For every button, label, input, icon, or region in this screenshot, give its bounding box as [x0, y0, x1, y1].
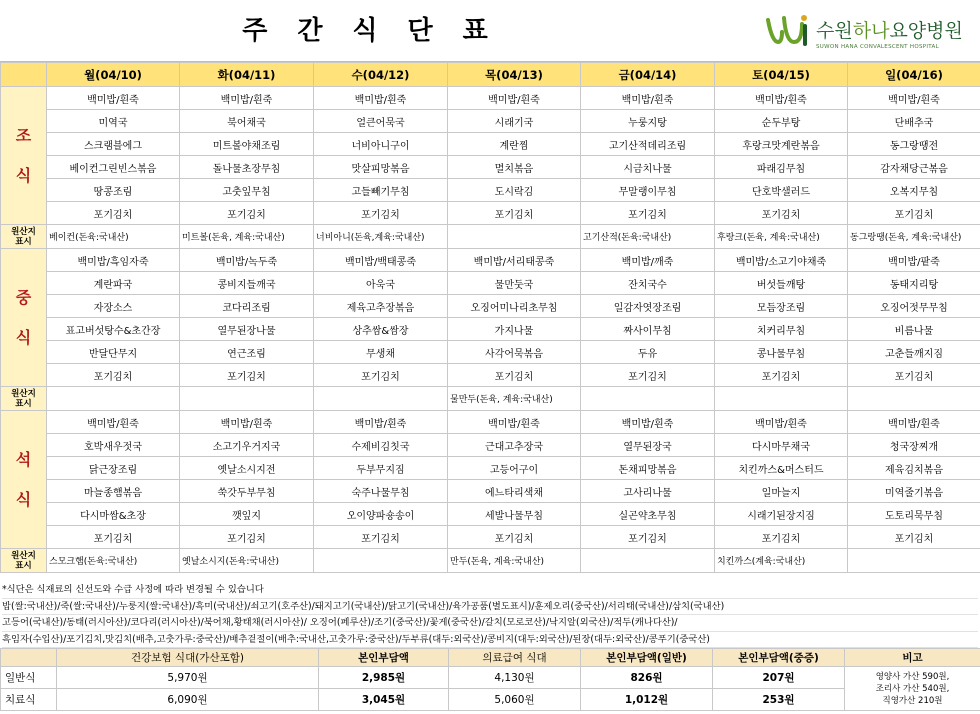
menu-item: 비름나물 — [848, 318, 980, 341]
menu-item: 오복지무침 — [848, 179, 980, 202]
menu-item: 오징어미나리초무침 — [448, 295, 581, 318]
origin-info: 만두(돈육, 계육:국내산) — [448, 549, 581, 573]
fee-value: 1,012원 — [581, 689, 713, 711]
menu-item: 백미밥/흰죽 — [448, 87, 581, 110]
menu-item: 버섯들깨탕 — [715, 272, 848, 295]
fee-header: 본인부담액(중증) — [713, 649, 845, 667]
menu-item: 순두부탕 — [715, 110, 848, 133]
menu-item: 미역줄기볶음 — [848, 480, 980, 503]
menu-item: 백미밥/흰죽 — [314, 411, 448, 434]
menu-item: 얼큰어묵국 — [314, 110, 448, 133]
menu-row — [1, 480, 980, 503]
menu-item: 아욱국 — [314, 272, 448, 295]
menu-row — [1, 133, 980, 156]
menu-item: 포기김치 — [848, 202, 980, 225]
menu-item: 근대고추장국 — [448, 434, 581, 457]
menu-row — [1, 249, 980, 272]
origin-info: 후랑크(돈육, 계육:국내산) — [715, 225, 848, 249]
menu-item: 백미밥/팥죽 — [848, 249, 980, 272]
dinner-label: 석 식 — [1, 411, 47, 549]
menu-item: 짜사이무침 — [581, 318, 715, 341]
fee-header: 본인부담액 — [319, 649, 449, 667]
menu-item: 도시락김 — [448, 179, 581, 202]
menu-item: 닭근장조림 — [47, 457, 180, 480]
day-header: 금(04/14) — [581, 63, 715, 87]
fee-value: 3,045원 — [319, 689, 449, 711]
fee-note: 영양사 가산 590원, 조리사 가산 540원, 직영가산 210원 — [845, 667, 980, 711]
menu-item: 포기김치 — [180, 526, 314, 549]
menu-item: 포기김치 — [715, 202, 848, 225]
menu-item: 다시마무채국 — [715, 434, 848, 457]
menu-item: 상추쌈&쌈장 — [314, 318, 448, 341]
fee-value: 826원 — [581, 667, 713, 689]
origin-info — [448, 225, 581, 249]
menu-item: 베이컨그린빈스볶음 — [47, 156, 180, 179]
menu-item: 시래기국 — [448, 110, 581, 133]
menu-item: 포기김치 — [448, 526, 581, 549]
menu-item: 미트볼야채조림 — [180, 133, 314, 156]
menu-row — [1, 364, 980, 387]
menu-item: 물만둣국 — [448, 272, 581, 295]
menu-item: 백미밥/백태콩죽 — [314, 249, 448, 272]
menu-item: 백미밥/흰죽 — [180, 87, 314, 110]
note-line: 흑임자(수입산)/포기김치,맛김치(배추,고춧가루:중국산)/배추겉절이(배추:국내산,고춧가루:중국산)/두부류(대두:외국산)/콩비지(대두:외국산)/된장(대두:외국산)/콩푸기(중국산) — [2, 632, 978, 649]
menu-item: 일감자엿장조림 — [581, 295, 715, 318]
origin-info: 옛날소시지(돈육:국내산) — [180, 549, 314, 573]
origin-info — [715, 387, 848, 411]
menu-row — [1, 156, 980, 179]
menu-item: 백미밥/소고기야채죽 — [715, 249, 848, 272]
menu-item: 동태지리탕 — [848, 272, 980, 295]
menu-item: 백미밥/흑임자죽 — [47, 249, 180, 272]
hospital-logo — [764, 10, 978, 58]
menu-item: 단호박샐러드 — [715, 179, 848, 202]
day-header: 토(04/15) — [715, 63, 848, 87]
menu-item: 열무된장나물 — [180, 318, 314, 341]
menu-item: 콩나물무침 — [715, 341, 848, 364]
origin-label: 원산지 표시 — [1, 387, 47, 411]
corner-cell — [1, 63, 47, 87]
fee-row — [1, 689, 980, 711]
origin-info — [47, 387, 180, 411]
menu-item: 멸치볶음 — [448, 156, 581, 179]
day-header: 월(04/10) — [47, 63, 180, 87]
hana-logo-icon — [764, 12, 810, 52]
menu-item: 동그랑땡전 — [848, 133, 980, 156]
menu-item: 시금치나물 — [581, 156, 715, 179]
origin-info — [581, 387, 715, 411]
menu-item: 일마늘지 — [715, 480, 848, 503]
page-title: 주간식단표 — [242, 16, 518, 46]
menu-item: 포기김치 — [715, 526, 848, 549]
menu-item: 포기김치 — [448, 364, 581, 387]
menu-item: 고등어구이 — [448, 457, 581, 480]
origin-info — [848, 549, 980, 573]
menu-item: 제육고추장볶음 — [314, 295, 448, 318]
menu-item: 수제비김칫국 — [314, 434, 448, 457]
menu-item: 포기김치 — [314, 526, 448, 549]
origin-info: 치킨까스(계육:국내산) — [715, 549, 848, 573]
menu-item: 가지나물 — [448, 318, 581, 341]
menu-item: 두부무지짐 — [314, 457, 448, 480]
fee-header: 건강보험 식대(가산포함) — [57, 649, 319, 667]
menu-item: 쑥갓두부무침 — [180, 480, 314, 503]
menu-item: 계란찜 — [448, 133, 581, 156]
menu-item: 고들빼기무침 — [314, 179, 448, 202]
origin-info: 너비아니(돈육,계육:국내산) — [314, 225, 448, 249]
menu-row — [1, 295, 980, 318]
menu-item: 치커리무침 — [715, 318, 848, 341]
menu-item: 백미밥/흰죽 — [848, 411, 980, 434]
menu-item: 숙주나물무침 — [314, 480, 448, 503]
lunch-label: 중 식 — [1, 249, 47, 387]
menu-item: 파래김무침 — [715, 156, 848, 179]
menu-item: 세발나물무침 — [448, 503, 581, 526]
origin-info: 동그랑땡(돈육, 계육:국내산) — [848, 225, 980, 249]
origin-info — [314, 549, 448, 573]
menu-row — [1, 411, 980, 434]
notes-section — [2, 582, 978, 648]
menu-item: 누룽지탕 — [581, 110, 715, 133]
menu-item: 포기김치 — [47, 526, 180, 549]
menu-item: 백미밥/흰죽 — [47, 87, 180, 110]
day-header: 일(04/16) — [848, 63, 980, 87]
menu-item: 제육김치볶음 — [848, 457, 980, 480]
menu-item: 북어채국 — [180, 110, 314, 133]
day-header: 수(04/12) — [314, 63, 448, 87]
menu-row — [1, 434, 980, 457]
menu-item: 고춧잎무침 — [180, 179, 314, 202]
menu-item: 모듬장조림 — [715, 295, 848, 318]
menu-item: 백미밥/깨죽 — [581, 249, 715, 272]
menu-item: 청국장찌개 — [848, 434, 980, 457]
fee-row — [1, 667, 980, 689]
menu-item: 사각어묵볶음 — [448, 341, 581, 364]
menu-item: 코다리조림 — [180, 295, 314, 318]
day-header: 목(04/13) — [448, 63, 581, 87]
menu-item: 포기김치 — [848, 364, 980, 387]
menu-item: 포기김치 — [180, 202, 314, 225]
fee-header-row — [1, 649, 980, 667]
origin-info: 베이컨(돈육:국내산) — [47, 225, 180, 249]
origin-label: 원산지 표시 — [1, 549, 47, 573]
day-header: 화(04/11) — [180, 63, 314, 87]
origin-row — [1, 549, 980, 573]
menu-item: 너비아니구이 — [314, 133, 448, 156]
origin-info — [314, 387, 448, 411]
menu-row — [1, 272, 980, 295]
origin-info: 고기산적(돈육:국내산) — [581, 225, 715, 249]
origin-info: 물만두(돈육, 계육:국내산) — [448, 387, 581, 411]
origin-info — [848, 387, 980, 411]
menu-item: 백미밥/흰죽 — [848, 87, 980, 110]
menu-item: 후랑크맛계란볶음 — [715, 133, 848, 156]
menu-item: 포기김치 — [581, 202, 715, 225]
menu-item: 포기김치 — [581, 526, 715, 549]
origin-row — [1, 387, 980, 411]
menu-item: 포기김치 — [180, 364, 314, 387]
menu-item: 백미밥/흰죽 — [47, 411, 180, 434]
menu-table — [0, 62, 980, 573]
menu-item: 백미밥/흰죽 — [314, 87, 448, 110]
menu-item: 포기김치 — [314, 202, 448, 225]
menu-item: 포기김치 — [715, 364, 848, 387]
menu-item: 돌나물초장무침 — [180, 156, 314, 179]
menu-item: 열무된장국 — [581, 434, 715, 457]
fee-header: 비고 — [845, 649, 980, 667]
menu-item: 에느타리색채 — [448, 480, 581, 503]
page-header — [0, 0, 980, 62]
day-header-row — [1, 63, 980, 87]
origin-label: 원산지 표시 — [1, 225, 47, 249]
menu-item: 포기김치 — [581, 364, 715, 387]
fee-value: 5,060원 — [449, 689, 581, 711]
origin-info — [581, 549, 715, 573]
menu-item: 맛살피망볶음 — [314, 156, 448, 179]
menu-item: 잔치국수 — [581, 272, 715, 295]
menu-item: 고기산적데리조림 — [581, 133, 715, 156]
menu-item: 백미밥/흰죽 — [180, 411, 314, 434]
fee-type: 치료식 — [1, 689, 57, 711]
menu-row — [1, 526, 980, 549]
origin-info — [180, 387, 314, 411]
fee-value: 5,970원 — [57, 667, 319, 689]
menu-item: 연근조림 — [180, 341, 314, 364]
menu-item: 백미밥/흰죽 — [715, 87, 848, 110]
fee-table — [0, 648, 980, 711]
menu-item: 고춘들깨지짐 — [848, 341, 980, 364]
menu-item: 무말랭이무침 — [581, 179, 715, 202]
menu-item: 포기김치 — [448, 202, 581, 225]
menu-row — [1, 318, 980, 341]
menu-item: 백미밥/서리태콩죽 — [448, 249, 581, 272]
origin-info: 스모크햄(돈육:국내산) — [47, 549, 180, 573]
breakfast-label: 조 식 — [1, 87, 47, 225]
origin-info: 미트볼(돈육, 계육:국내산) — [180, 225, 314, 249]
menu-item: 반달단무지 — [47, 341, 180, 364]
note-line: *식단은 식재료의 신선도와 수급 사정에 따라 변경될 수 있습니다 — [2, 582, 978, 599]
menu-item: 소고기우거지국 — [180, 434, 314, 457]
fee-header: 의료급여 식대 — [449, 649, 581, 667]
menu-item: 치킨까스&머스터드 — [715, 457, 848, 480]
menu-item: 포기김치 — [47, 202, 180, 225]
menu-item: 백미밥/흰죽 — [581, 411, 715, 434]
menu-item: 옛날소시지전 — [180, 457, 314, 480]
logo-name: 수원하나요양병원 — [816, 20, 963, 42]
menu-item: 계란파국 — [47, 272, 180, 295]
menu-row — [1, 87, 980, 110]
menu-item: 두유 — [581, 341, 715, 364]
menu-item: 자장소스 — [47, 295, 180, 318]
menu-item: 실곤약초무침 — [581, 503, 715, 526]
fee-value: 253원 — [713, 689, 845, 711]
menu-row — [1, 110, 980, 133]
fee-value: 2,985원 — [319, 667, 449, 689]
menu-item: 돈채피망볶음 — [581, 457, 715, 480]
menu-item: 스크램블에그 — [47, 133, 180, 156]
menu-item: 도토리묵무침 — [848, 503, 980, 526]
menu-item: 오이양파숑송이 — [314, 503, 448, 526]
menu-item: 고사리나물 — [581, 480, 715, 503]
origin-row — [1, 225, 980, 249]
fee-value: 4,130원 — [449, 667, 581, 689]
menu-item: 포기김치 — [314, 364, 448, 387]
note-line: 밥(쌀:국내산)/죽(쌀:국내산)/누룽지(쌀:국내산)/흑미(국내산)/쇠고기(호주산)/돼지고기(국내산)/닭고기(국내산)/육가공품(별도표시)/훈제오리(중국산)/서리태(국내산)/삼치(국내산) — [2, 599, 978, 616]
menu-item: 오징어젓무무침 — [848, 295, 980, 318]
fee-type: 일반식 — [1, 667, 57, 689]
menu-item: 감자채당근볶음 — [848, 156, 980, 179]
menu-item: 백미밥/녹두죽 — [180, 249, 314, 272]
note-line: 고등어(국내산)/동태(러시아산)/코다리(러시아산)/북어채,황태채(러시아산)/ 오징어(페루산)/조기(중국산)/꽃게(중국산)/갈치(모로코산)/낙지알(외국산)/적두(캐나다산)/ — [2, 615, 978, 632]
menu-row — [1, 202, 980, 225]
menu-item: 다시마쌈&초장 — [47, 503, 180, 526]
menu-item: 미역국 — [47, 110, 180, 133]
fee-value: 6,090원 — [57, 689, 319, 711]
menu-item: 호박새우젓국 — [47, 434, 180, 457]
menu-item: 마늘종햄볶음 — [47, 480, 180, 503]
menu-row — [1, 503, 980, 526]
menu-row — [1, 457, 980, 480]
menu-item: 백미밥/흰죽 — [715, 411, 848, 434]
menu-item: 표고버섯탕수&초간장 — [47, 318, 180, 341]
menu-item: 단배추국 — [848, 110, 980, 133]
logo-subtitle: SUWON HANA CONVALESCENT HOSPITAL — [816, 44, 939, 50]
menu-item: 포기김치 — [47, 364, 180, 387]
menu-item: 시래기된장지짐 — [715, 503, 848, 526]
menu-item: 무생채 — [314, 341, 448, 364]
menu-item: 땅콩조림 — [47, 179, 180, 202]
menu-item: 포기김치 — [848, 526, 980, 549]
fee-header: 본인부담액(일반) — [581, 649, 713, 667]
menu-row — [1, 341, 980, 364]
menu-item: 깻잎지 — [180, 503, 314, 526]
menu-row — [1, 179, 980, 202]
menu-item: 백미밥/흰죽 — [581, 87, 715, 110]
menu-item: 백미밥/흰죽 — [448, 411, 581, 434]
fee-value: 207원 — [713, 667, 845, 689]
menu-item: 콩비지들깨국 — [180, 272, 314, 295]
